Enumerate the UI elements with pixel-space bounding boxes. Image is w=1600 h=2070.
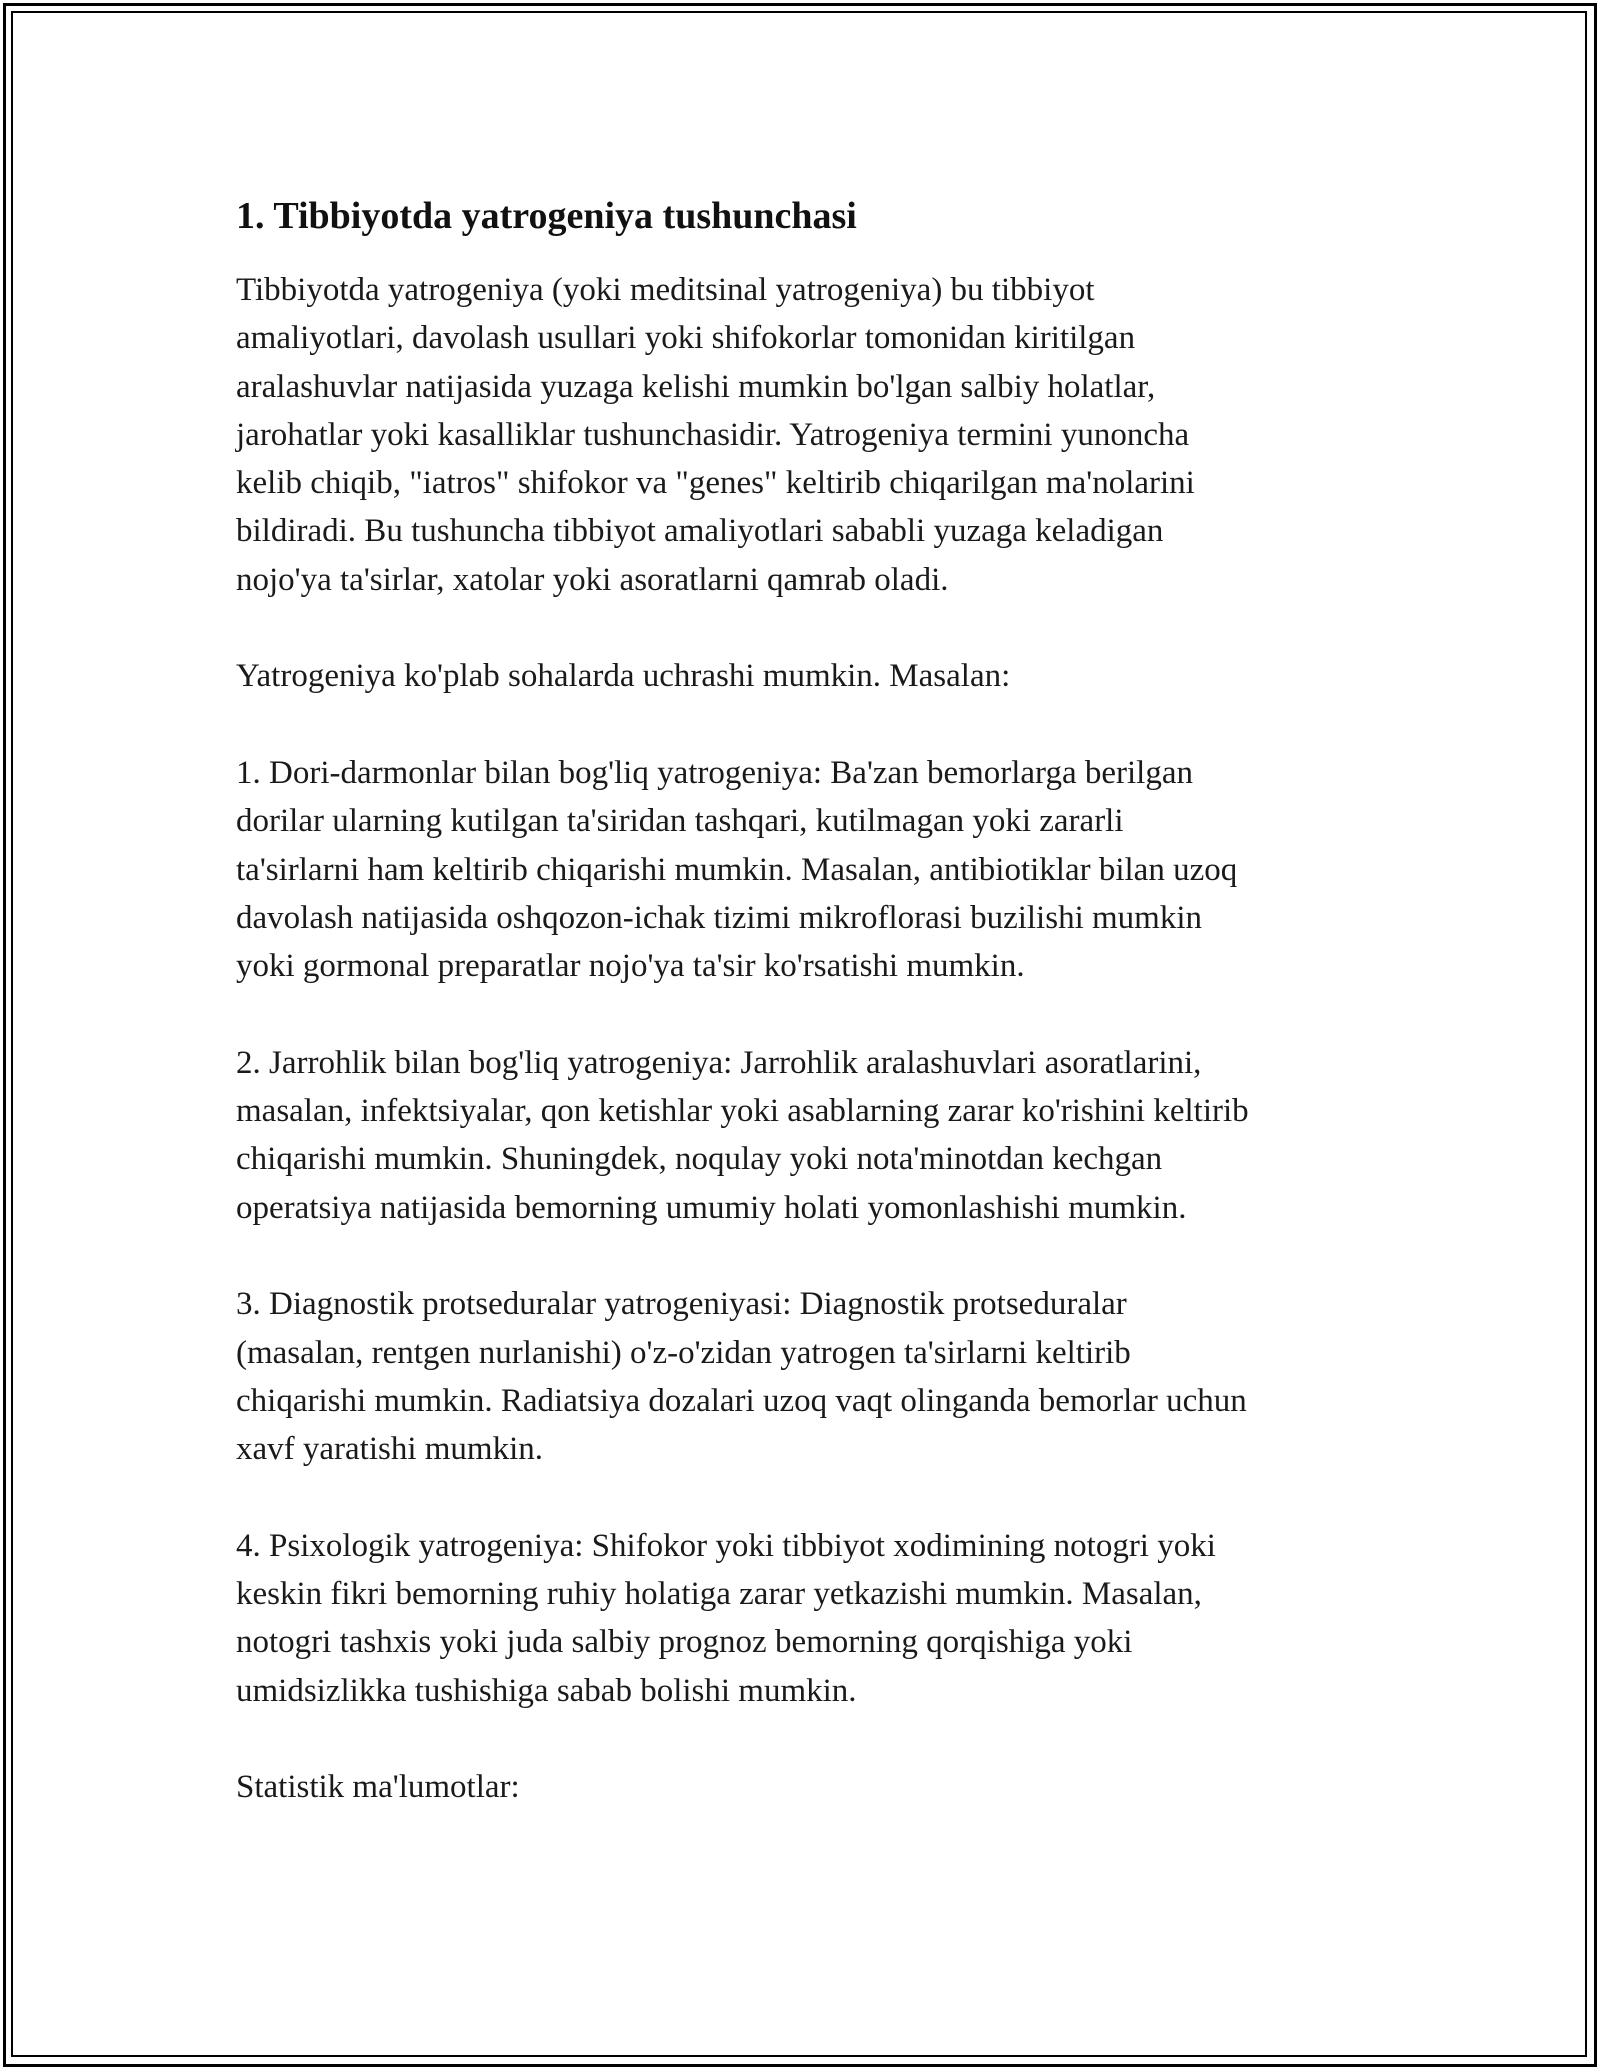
section-heading: 1. Tibbiyotda yatrogeniya tushunchasi — [236, 195, 857, 237]
list-item-diagnostics: 3. Diagnostik protseduralar yatrogeniyasi: Diagnostik protseduralar (masalan, rentgen nurlanishi) o'z-o'zidan yatrogen ta'sirlarni keltirib chiqarishi mumkin. Radiatsiya dozalari uzoq vaqt olinganda bemorlar uchun xavf yaratishi mumkin. — [236, 1286, 1247, 1468]
statistics-heading-paragraph: Statistik ma'lumotlar: — [236, 1769, 520, 1806]
document-body — [236, 190, 1416, 1860]
intro-paragraph: Tibbiyotda yatrogeniya (yoki meditsinal yatrogeniya) bu tibbiyot amaliyotlari, davolash usullari yoki shifokorlar tomonidan kiritilgan aralashuvlar natijasida yuzaga kelishi mumkin bo'lgan salbiy holatlar, jarohatlar yoki kasalliklar tushunchasidir. Yatrogeniya termini yunoncha kelib chiqib, "iatros" shifokor va "genes" keltirib chiqarilgan ma'nolarini bildiradi. Bu tushuncha tibbiyot amaliyotlari sababli yuzaga keladigan nojo'ya ta'sirlar, xatolar yoki asoratlarni qamrab oladi. — [236, 272, 1195, 598]
list-item-psychological: 4. Psixologik yatrogeniya: Shifokor yoki tibbiyot xodimining notogri yoki keskin fikri bemorning ruhiy holatiga zarar yetkazishi mumkin. Masalan, notogri tashxis yoki juda salbiy prognoz bemorning qorqishiga yoki umidsizlikka tushishiga sabab bolishi mumkin. — [236, 1527, 1216, 1709]
list-item-medication: 1. Dori-darmonlar bilan bog'liq yatrogeniya: Ba'zan bemorlarga berilgan dorilar ularning kutilgan ta'siridan tashqari, kutilmagan yoki zararli ta'sirlarni ham keltirib chiqarishi mumkin. Masalan, antibiotiklar bilan uzoq davolash natijasida oshqozon-ichak tizimi mikroflorasi buzilishi mumkin yoki gormonal preparatlar nojo'ya ta'sir ko'rsatishi mumkin. — [236, 754, 1238, 985]
list-item-surgery: 2. Jarrohlik bilan bog'liq yatrogeniya: Jarrohlik aralashuvlari asoratlarini, masalan, infektsiyalar, qon ketishlar yoki asablarning zarar ko'rishini keltirib chiqarishi mumkin. Shuningdek, noqulay yoki nota'minotdan kechgan operatsiya natijasida bemorning umumiy holati yomonlashishi mumkin. — [236, 1044, 1249, 1226]
examples-intro-paragraph: Yatrogeniya ko'plab sohalarda uchrashi mumkin. Masalan: — [236, 658, 1011, 695]
